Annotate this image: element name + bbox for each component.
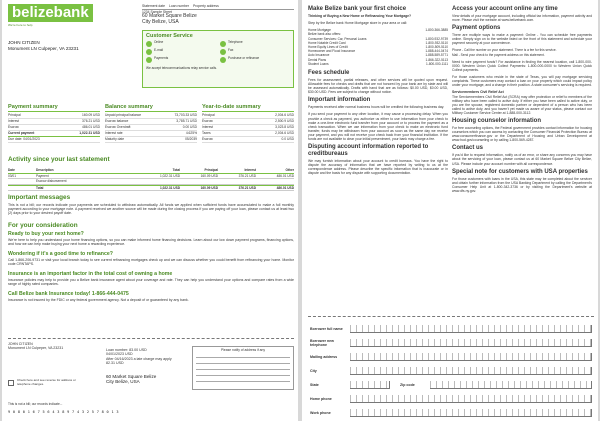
fax-icon <box>220 49 226 55</box>
phone-icon <box>220 41 226 47</box>
statement-back-page <box>302 0 598 421</box>
right-column-1: Make Belize bank your first choice Thinking of Buying a New Home or Refinancing Your Mortgage? Step by the Belize bank Home Mortgage store in your area or call: Home Mortgage 1-800-366-3885 Belize bank also offers: Consumer Services: Car, Personal Loans 1-800-932-9739 Home Notable Credit Card 1-800-932-5110 Home Equity Lines of Credit 1-800-509-5110 Homeowner and Flood Insurance 1-888-444-0474 Auto Insurance 1-888-589-5771 Dental Plans 1-866-322-5113 Student Loans 1-800-000-1111 Fees schedule Fees for assessment, partial releases, and other services will be quoted upon request. Allowable fees for checks and drafts that are not honored by your bank are by state and will be assessed automatically. Drafts with hand that are as follows: $0.00 USD, $0.00 USD, $30.00 USD. Fees are subject to change without notice. Important information Payments received after normal business hours will be credited the following business day. If you send your payment to any other location, it may cause a processing delay. When you provide a check as payment, you authorize us either to use information from your check to make a one-time electronic fund transfer from your account or to process the payment as a check transaction. When we use information from your check to make an electronic fund transfer, funds may be withdrawn from your account as soon as the same day we receive your payment, and you will not receive your check back from your financial institution. If the funds are not available to clear your initial presentment, your bank may charge a fee. Disputing account information reported to creditbureaus We may furnish information about your account to credit bureaus. You have the right to dispute the accuracy of information that we have reported by writing to us at the correspondence address. Please describe the specific information that is inaccurate or in dispute and the basis for any dispute with supporting documentation. <box>308 6 448 176</box>
payment-summary: Payment summary Principal 160.09 USD Interest 376.21 USD Escrow 486.01 USD Current payment 1,022.31 USD Due date: 04/01/2023 <box>8 104 100 141</box>
balance-summary: Balance summary Unpaid principal balance 73,703.33 USD Escrow balance 3,785.71 USD Escrow Overdraft 0.00 USD Interest rate 4.625% Maturity date 05/2039 <box>105 104 197 141</box>
form-row-borrower-name: Borrower full name <box>310 322 592 336</box>
form-row-telephone: Borrower new telephone <box>310 336 592 350</box>
ytd-summary: Year-to-date summary Principal 2,004.6 USD Escrow 2,500.9 USD Interest 3,023.8 USD Taxes 2,004.6 USD Escrow 0.0 USD <box>202 104 294 141</box>
form-row-mailing-address: Mailing address <box>310 350 592 364</box>
form-row-state: State Zip code <box>310 378 592 392</box>
activity-title: Activity since your last statement <box>8 156 110 163</box>
important-messages-title: Important messages <box>8 194 71 201</box>
table-row: Escrow disbursement <box>8 179 294 185</box>
globe-icon <box>146 41 152 47</box>
coupon-amounts: Loan number: 83.00 USD 04/01/2023 USD After 04/16/2023 a late charge may apply 82.31 USD <box>106 348 172 366</box>
form-row-city: City <box>310 364 592 378</box>
important-messages-text: This is not a bill; our records indicate your payments are scheduled to withdraw automatically. All funds we applied when sufficient funds have accumulated to make a full monthly payment according to your mortgage note. A payment received we another source will be made during the closing process if you are paying off your loan, please contact us at least two (2) days prior to your desired payoff date. <box>8 203 294 216</box>
coupon-customer: JOHN CITIZEN Monument LN Culpeper, VA 23231 <box>8 342 64 351</box>
email-icon <box>146 49 152 55</box>
tear-line <box>8 338 294 339</box>
right-column-2: Access your account online any time View details of your mortgage account, including official tax information, payment activity and more. Please visit the website at www.belizebank.com. Payment options There are multiple ways to make a payment: Online - You can schedule free payments online. Simply sign on to the website listed on the front of this statement and schedule your payment securely at your convenience. Phone - Call the number on your statement. There is a fee for this service. Mail - Send your check to the payment address on this statement. Need to wire payment funds? For assistance in finding the nearest location, call 1-800-000-0000. Western Union Quick Collect Payments: 1-800-000-0000 to Western Union Quick Collect payments. For those customers who reside in the state of Texas, you will pay mortgage servicing complaints. These customers may contact a loan on your property which could impact policy under your mortgage, and a change in their position. A state consumer's servicing is required. Servicemembers Civil Relief Act The Servicemembers Civil Relief Act (SCRA) may offer protection or relief to members of the military who have been called to active duty. If either you have been called to active duty, or you are the spouse, registered domestic partner or dependent of a person who has been called to active duty, and you haven't yet made us aware of your status, please contact our Military Customer Service Center at 1-888-000-3112. Housing counselor information For free counseling options, the Federal government provides contact information for housing counselors which you can access by contacting the Consumer Financial Protection Bureau at www.consumerfinance.gov or the Department of Housing and Urban Development at www.hud.gov/counseling or by calling 1-800-569-4287. Contact us If you'd like to request information, notify us of an error, or share any concerns you may have about the servicing of your loan, please contact us at 60 Market Square Belize City Belize, USA. Please include your account number with all correspondence. Special note for customers with USA properties For those customers with loans in the USA, this state may be completed about the servicer and obtain further information from the USA Banking Department by calling the Department's Consumer Help Unit at 1-800-342-3736 or by visiting the Department's website at www.dfs.ny.gov. <box>452 6 592 193</box>
statement-front-page: belizebank We're here to help Statement date Loan number Property address 1234 Sample Street 60 Market Square Belize City Belize, USA Customer Service Online Telephone E-mail Fax Payments Purchase or refinance We accept telecommunications relay service calls. JOHN CITIZEN Monument LN Culpeper, VA 23231 Payment summary Principal 160.09 USD Interest 376.21 USD Escrow 486.01 USD Current payment 1,022.31 USD Due date: 04/01/2023 Balance summary Unpaid principal balance 73,703.33 USD Escrow balance 3,785.71 USD Escrow Overdraft 0.00 USD Interest rate 4.625% Maturity date 05/2039 Year-to-date summary Principal 2,004.6 USD Escrow 2,500.9 USD Interest 3,023.8 USD Taxes 2,004.6 USD Escrow 0.0 USD Activity since your last statement Date Description Total Principal Interest Other 03/01 Payment 1,022.31 USD 160.09 USD 376.21 USD 486.01 USD Escrow disbursement Total 1,022.31 USD 160.09 USD 376.21 USD 486.01 USD Important messages This is not a bill; our records indicate your payments are scheduled to withdraw automatically. All funds we applied when sufficient funds have accumulated to make a full monthly payment according to your mortgage note. A payment received we another source will be made during the closing process if you are paying off your loan, please contact us at least two (2) days prior to your desired payoff date. For your consideration Ready to buy your next home? We're here to help you understand your home financing options, so you can make informed home financing decisions. Learn about our low down payment programs, financing options, and how we can help make buying your next home a rewarding experience. Wondering if it's a good time to refinance? Call 1-866-206-9731 or visit your local branch today to see current refinancing mortgages check up and we can discuss whether you could benefit from refinancing your home. Monitor code CRNTAPS. Insurance is an important factor in the total cost of owning a home Insurance policies may help to provide you a Belize bank insurance agent about your coverage and rate. They can help you understand your options and compare rates from a wide range of highly rated companies. Call Belize bank Insurance today! 1-866-444-0475 Insurance is not insured by the FDIC or any federal government agency. Not a deposit of or guaranteed by any bank. JOHN CITIZEN Monument LN Culpeper, VA 23231 Loan number: 83.00 USD 04/01/2023 USD After 04/16/2023 a late charge may apply 82.31 USD Please notify of address if any Check here and see reverse for address or telephone changes. 60 Market Square Belize City Belize, USA This is not a bill; our records indicate... 9 0 8 0 1 6 7 5 6 4 3 8 9 7 4 3 2 5 7 8 0 1 3 <box>2 0 298 421</box>
bank-address-line-2: City Belize, USA <box>142 18 179 25</box>
barcode: 9 0 8 0 1 6 7 5 6 4 3 8 9 7 4 3 2 5 7 8 0 1 3 <box>8 410 119 414</box>
return-address: 60 Market Square Belize City Belize, USA <box>106 374 157 385</box>
form-row-work-phone: Work phone <box>310 406 592 420</box>
address-change-form <box>310 322 592 420</box>
customer-service-box: Customer Service Online Telephone E-mail Fax Payments Purchase or refinance We accept telecommunications relay service calls. <box>142 30 294 88</box>
form-row-home-phone: Home phone <box>310 392 592 406</box>
bank-address-line-1: 60 Market Square Belize <box>142 13 197 20</box>
activity-table: Date Description Total Principal Interest Other 03/01 Payment 1,022.31 USD 160.09 USD 376.21 USD 486.01 USD Escrow disbursement Total 1,022.31 USD 160.09 USD 376.21 USD 486.01 USD <box>8 168 294 190</box>
tear-line-back <box>308 316 594 317</box>
address-change-checkbox[interactable] <box>8 380 14 386</box>
statement-header: Statement date Loan number Property address 1234 Sample Street 60 Market Square Belize City Belize, USA <box>142 4 294 25</box>
address-change-box[interactable]: Please notify of address if any <box>192 346 294 390</box>
dollar-icon <box>220 57 226 63</box>
customer-address: JOHN CITIZEN Monument LN Culpeper, VA 23231 <box>8 40 79 51</box>
mail-icon <box>146 57 152 63</box>
consideration-title: For your consideration <box>8 222 78 229</box>
table-row: 03/01 Payment 1,022.31 USD 160.09 USD 376.21 USD 486.01 USD <box>8 173 294 178</box>
bank-logo: belizebank We're here to help <box>8 4 93 27</box>
